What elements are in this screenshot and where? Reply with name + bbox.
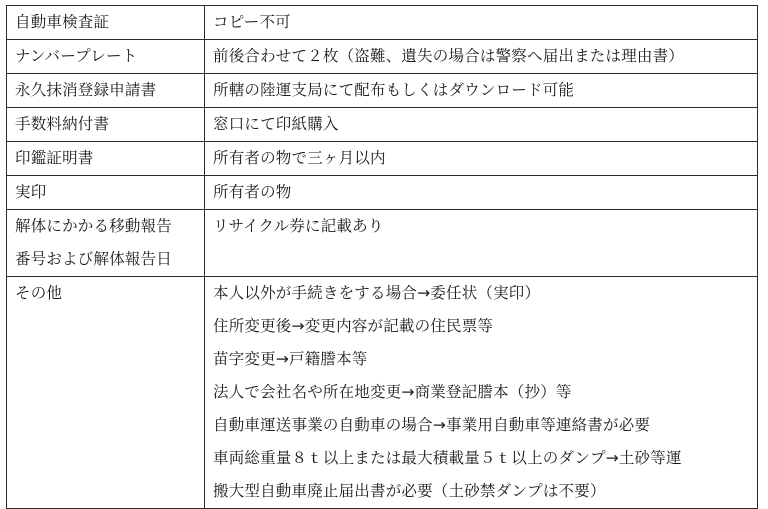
label-text: 手数料納付書 (15, 115, 110, 133)
label-text: 番号および解体報告日 (15, 250, 173, 268)
value-text: 搬大型自動車廃止届出書が必要（土砂禁ダンプは不要） (213, 482, 606, 500)
value-text: 車両総重量８ｔ以上または最大積載量５ｔ以上のダンプ→土砂等運 (213, 449, 682, 467)
row-label (7, 210, 205, 277)
row-value (205, 40, 758, 74)
label-text: 自動車検査証 (15, 13, 110, 31)
row-value (205, 210, 758, 277)
value-text: リサイクル券に記載あり (213, 217, 384, 235)
row-label (7, 277, 205, 509)
table-row-registered-seal (7, 176, 758, 210)
value-text: 前後合わせて２枚（盗難、遺失の場合は警察へ届出または理由書） (213, 47, 685, 65)
value-text: 所轄の陸運支局にて配布もしくはダウンロード可能 (213, 81, 575, 99)
label-text: 実印 (15, 183, 47, 201)
value-text: コピー不可 (213, 13, 291, 31)
required-documents-table (6, 5, 758, 509)
table-row-seal-certificate (7, 142, 758, 176)
value-text: 窓口にて印紙購入 (213, 115, 339, 133)
row-label (7, 142, 205, 176)
value-text: 法人で会社名や所在地変更→商業登記謄本（抄）等 (213, 383, 572, 401)
table-row-dismantling-report (7, 210, 758, 277)
row-value (205, 277, 758, 509)
row-value (205, 6, 758, 40)
row-label (7, 74, 205, 108)
label-text: その他 (15, 284, 63, 302)
label-text: 印鑑証明書 (15, 149, 94, 167)
row-value (205, 176, 758, 210)
row-label (7, 176, 205, 210)
label-text: 解体にかかる移動報告 (15, 217, 173, 235)
label-text: ナンバープレート (15, 47, 138, 65)
table-row-license-plate (7, 40, 758, 74)
table-row-deregistration-form (7, 74, 758, 108)
row-label (7, 6, 205, 40)
value-text: 所有者の物 (213, 183, 292, 201)
row-value (205, 142, 758, 176)
value-text: 自動車運送事業の自動車の場合→事業用自動車等連絡書が必要 (213, 416, 651, 434)
value-text: 本人以外が手続きをする場合→委任状（実印） (213, 284, 541, 302)
row-label (7, 108, 205, 142)
value-text: 住所変更後→変更内容が記載の住民票等 (213, 317, 494, 335)
table-row-fee-payment (7, 108, 758, 142)
value-text: 苗字変更→戸籍謄本等 (213, 350, 368, 368)
value-text: 所有者の物で三ヶ月以内 (213, 149, 386, 167)
row-value (205, 74, 758, 108)
row-value (205, 108, 758, 142)
table-row-vehicle-inspection (7, 6, 758, 40)
label-text: 永久抹消登録申請書 (15, 81, 157, 99)
row-label (7, 40, 205, 74)
table-row-other (7, 277, 758, 509)
